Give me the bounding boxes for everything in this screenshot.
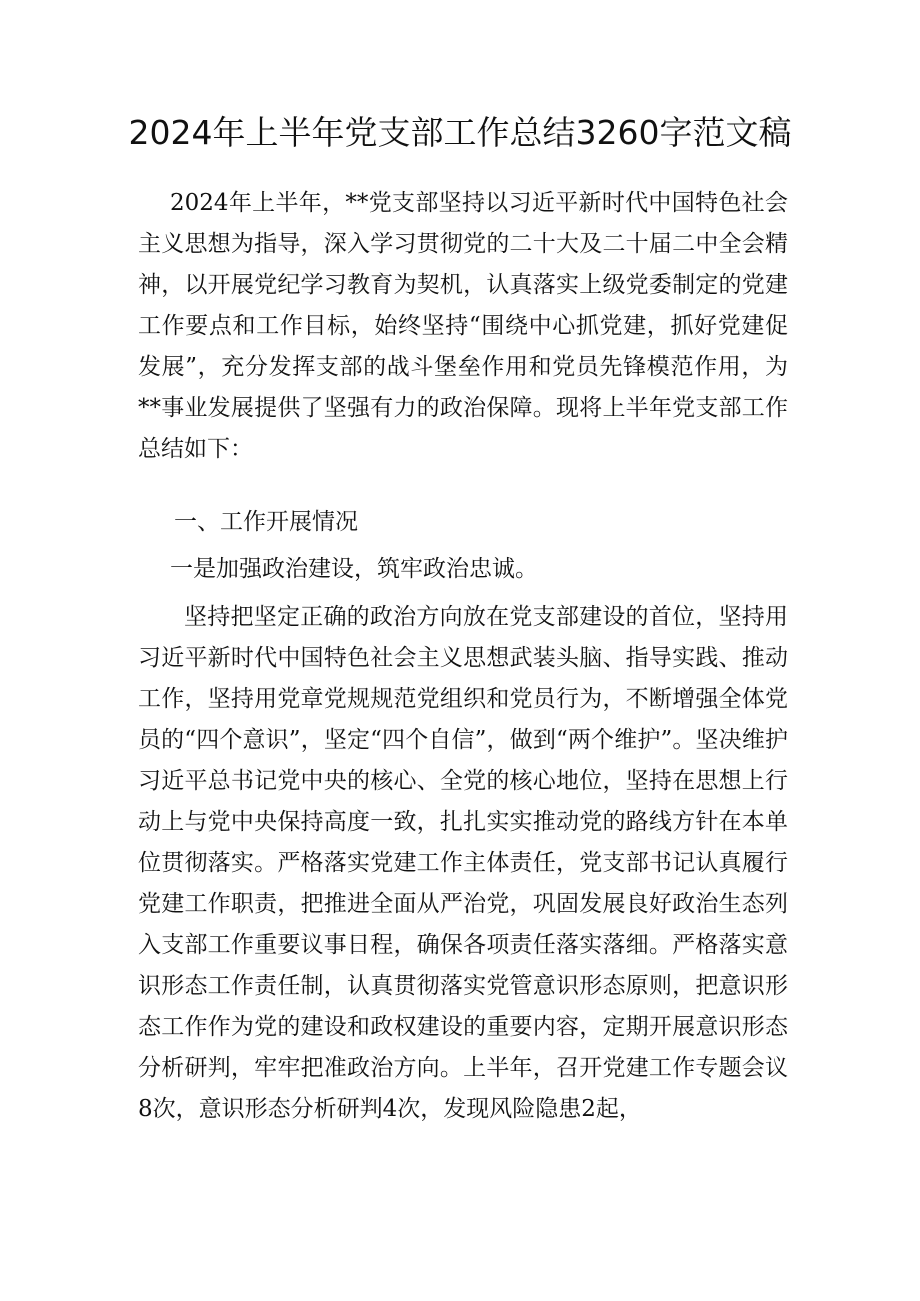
section-heading: 一、工作开展情况 <box>174 509 358 535</box>
subsection-heading: 一是加强政治建设，筑牢政治忠诚。 <box>170 556 538 582</box>
document-title: 2024年上半年党支部工作总结3260字范文稿 <box>128 113 792 152</box>
intro-paragraph: 2024年上半年，**党支部坚持以习近平新时代中国特色社会主义思想为指导，深入学习贯彻党的二十大及二十届二中全会精神，以开展党纪学习教育为契机，认真落实上级党委制定的党建工作要点和工作目标，始终坚持“围绕中心抓党建，抓好党建促发展”，充分发挥支部的战斗堡垒作用和党员先锋模范作用，为**事业发展提供了坚强有力的政治保障。现将上半年党支部工作总结如下： <box>138 190 788 462</box>
body-paragraph: 坚持把坚定正确的政治方向放在党支部建设的首位，坚持用习近平新时代中国特色社会主义思想武装头脑、指导实践、推动工作，坚持用党章党规规范党组织和党员行为，不断增强全体党员的“四个意识”，坚定“四个自信”，做到“两个维护”。坚决维护习近平总书记党中央的核心、全党的核心地位，坚持在思想上行动上与党中央保持高度一致，扎扎实实推动党的路线方针在本单位贯彻落实。严格落实党建工作主体责任，党支部书记认真履行党建工作职责，把推进全面从严治党，巩固发展良好政治生态列入支部工作重要议事日程，确保各项责任落实落细。严格落实意识形态工作责任制，认真贯彻落实党管意识形态原则，把意识形态工作作为党的建设和政权建设的重要内容，定期开展意识形态分析研判，牢牢把准政治方向。上半年，召开党建工作专题会议8次，意识形态分析研判4次，发现风险隐患2起， <box>138 604 788 1122</box>
